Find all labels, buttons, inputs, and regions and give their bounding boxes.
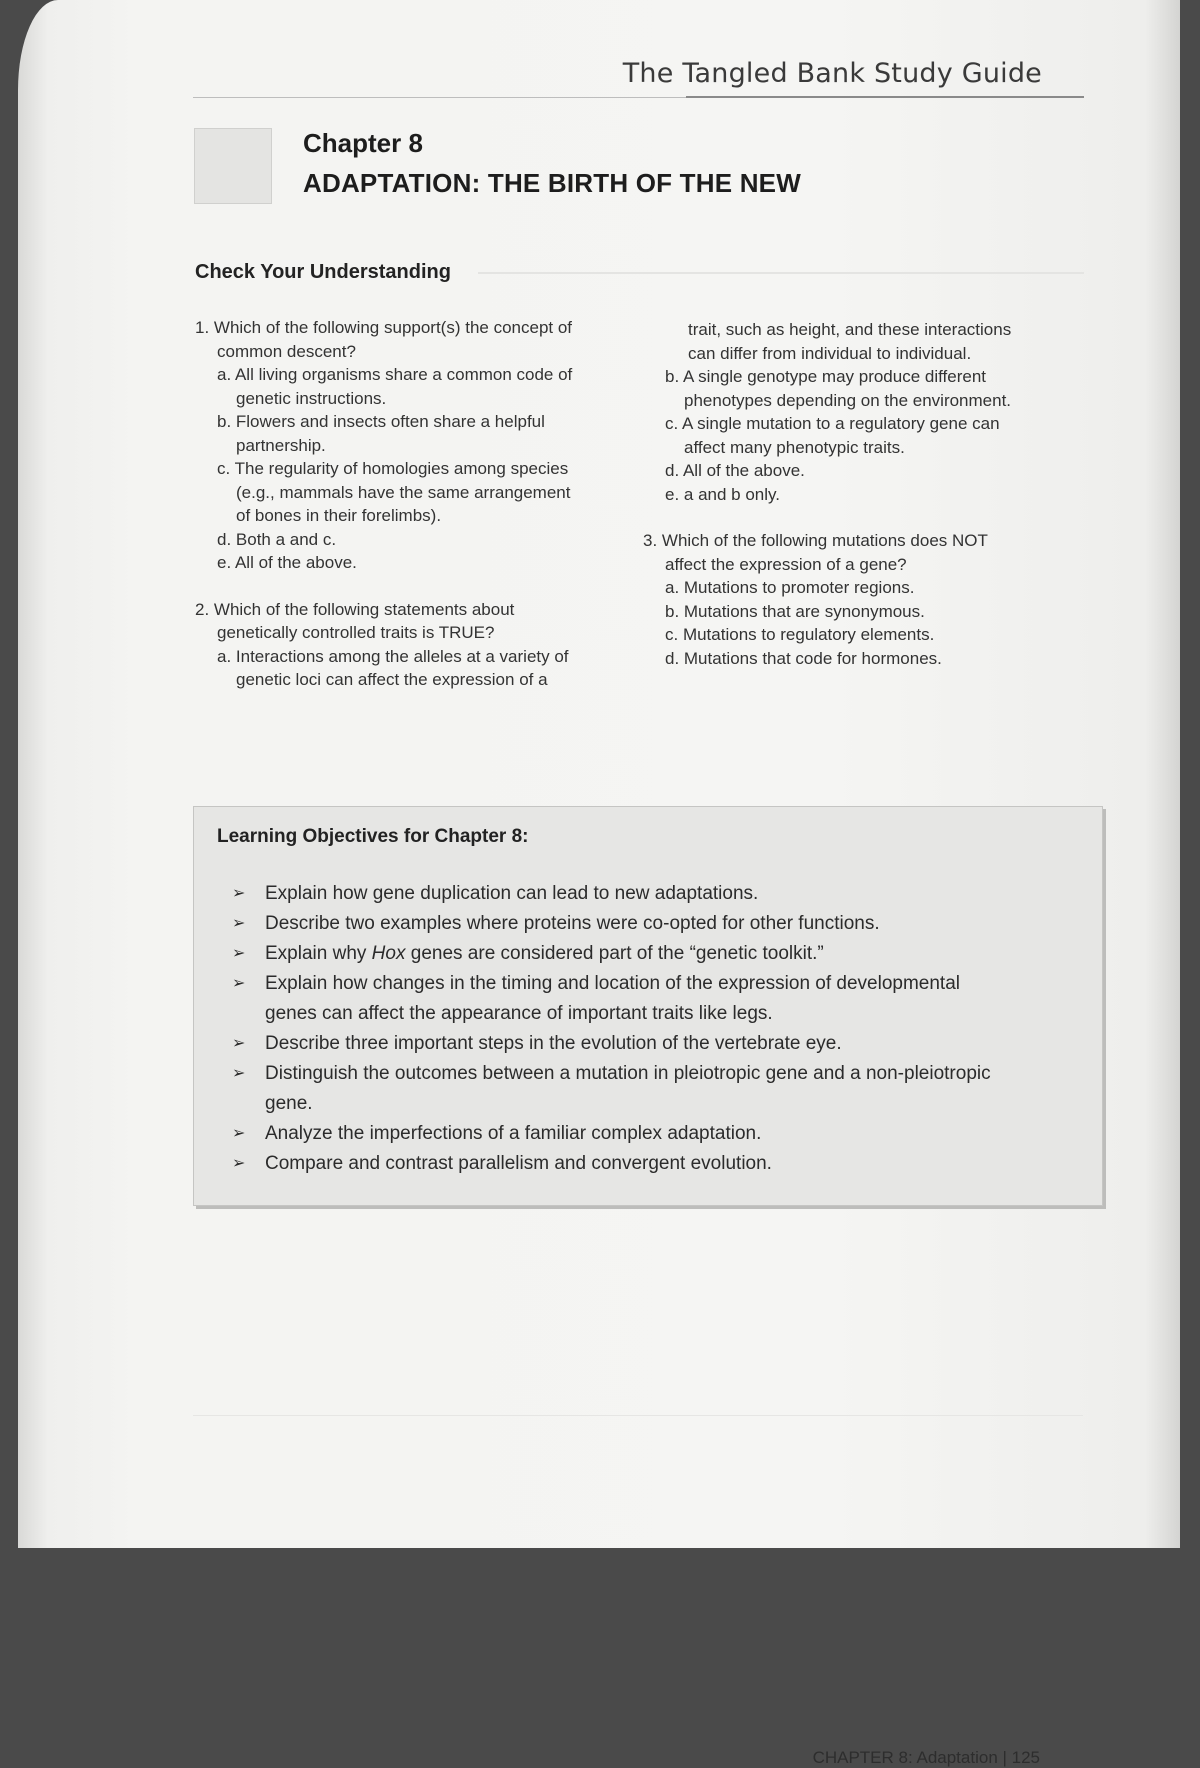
question-2	[195, 598, 645, 692]
text-line: phenotypes depending on the environment.	[684, 390, 1012, 410]
question-stem	[643, 529, 1083, 576]
text-line: genetic instructions.	[236, 388, 387, 408]
objective-item	[232, 1059, 1082, 1089]
spacer	[195, 575, 645, 598]
objective-text-italic: Hox	[371, 943, 406, 964]
objective-text: Describe three important steps in the evolution of the vertebrate eye.	[265, 1033, 842, 1054]
text-line: a. All living organisms share a common code of	[217, 365, 573, 384]
answer-option-continued	[643, 318, 1083, 365]
book-page	[18, 0, 1180, 1767]
text-line: c. The regularity of homologies among species	[217, 459, 569, 478]
objective-item	[232, 879, 1082, 909]
text-line: c. A single mutation to a regulatory gene can	[665, 414, 1000, 433]
learning-objectives-box	[193, 806, 1103, 1206]
text-line: trait, such as height, and these interactions	[688, 320, 1012, 339]
answer-option	[195, 410, 645, 457]
answer-option: e. All of the above.	[217, 553, 357, 572]
spacer	[643, 506, 1083, 529]
objective-text: Explain how changes in the timing and location of the expression of developmental	[265, 973, 960, 994]
answer-option: b. Mutations that are synonymous.	[665, 601, 925, 621]
question-stem	[195, 316, 645, 363]
answer-option: a. Mutations to promoter regions.	[665, 578, 915, 597]
answer-option	[195, 363, 645, 410]
arrow-bullet-icon: ➢	[232, 975, 246, 992]
answer-option: c. Mutations to regulatory elements.	[665, 625, 935, 644]
text-line: 1. Which of the following support(s) the concept of	[195, 318, 573, 337]
questions-right-column	[643, 318, 1083, 670]
chapter-title: ADAPTATION: THE BIRTH OF THE NEW	[303, 168, 801, 198]
questions-left-column	[195, 316, 645, 692]
text-line: b. Flowers and insects often share a helpful	[217, 412, 545, 431]
answer-option	[643, 412, 1083, 459]
section-rule	[478, 272, 1084, 274]
arrow-bullet-icon: ➢	[232, 1035, 246, 1052]
objective-continuation: gene.	[265, 1093, 313, 1114]
objective-text: Explain how gene duplication can lead to new adaptations.	[265, 883, 759, 904]
text-line: common descent?	[217, 341, 356, 361]
text-line: 3. Which of the following mutations does NOT	[643, 531, 988, 550]
question-1	[195, 316, 645, 575]
text-line: affect the expression of a gene?	[665, 554, 907, 574]
text-line: genetically controlled traits is TRUE?	[217, 623, 495, 642]
arrow-bullet-icon: ➢	[232, 915, 246, 932]
text-line: affect many phenotypic traits.	[684, 437, 905, 457]
arrow-bullet-icon: ➢	[232, 945, 246, 962]
text-line: partnership.	[236, 435, 326, 455]
text-line: genetic loci can affect the expression of a	[236, 670, 548, 689]
objective-item	[232, 1149, 1082, 1179]
objective-text: Analyze the imperfections of a familiar complex adaptation.	[265, 1123, 762, 1144]
answer-option	[643, 365, 1083, 412]
objective-continuation: genes can affect the appearance of important traits like legs.	[265, 1003, 773, 1024]
objective-item	[232, 1029, 1082, 1059]
objective-item	[232, 969, 1082, 999]
objective-text: Compare and contrast parallelism and convergent evolution.	[265, 1153, 772, 1174]
text-line: b. A single genotype may produce different	[665, 367, 987, 386]
text-line: 2. Which of the following statements about	[195, 599, 515, 619]
chapter-marker-box	[194, 128, 272, 204]
learning-objectives-list	[232, 879, 1082, 1179]
learning-objectives-heading: Learning Objectives for Chapter 8:	[217, 826, 529, 847]
answer-option: d. Mutations that code for hormones.	[665, 648, 942, 668]
objective-item	[232, 909, 1082, 939]
text-line: (e.g., mammals have the same arrangement	[236, 482, 571, 502]
text-line: of bones in their forelimbs).	[236, 506, 442, 525]
answer-option: d. All of the above.	[665, 461, 805, 480]
objective-text: Explain why	[265, 943, 372, 964]
objective-text: genes are considered part of the “genetic toolkit.”	[405, 943, 824, 964]
arrow-bullet-icon: ➢	[232, 885, 246, 902]
objective-text: Describe two examples where proteins were co-opted for other functions.	[265, 913, 880, 934]
arrow-bullet-icon: ➢	[232, 1155, 246, 1172]
answer-option	[195, 457, 645, 528]
running-header: The Tangled Bank Study Guide	[622, 58, 1042, 89]
text-line: can differ from individual to individual.	[688, 343, 972, 363]
objective-item	[232, 1119, 1082, 1149]
section-heading: Check Your Understanding	[195, 261, 451, 283]
footer-rule	[193, 1415, 1083, 1416]
objective-item	[232, 939, 1082, 969]
answer-option: d. Both a and c.	[217, 529, 337, 549]
page-footer: CHAPTER 8: Adaptation | 125	[812, 1748, 1040, 1767]
text-line: a. Interactions among the alleles at a variety of	[217, 646, 569, 666]
arrow-bullet-icon: ➢	[232, 1125, 246, 1142]
answer-option: e. a and b only.	[665, 484, 780, 504]
question-3	[643, 529, 1083, 670]
question-stem	[195, 598, 645, 645]
chapter-number: Chapter 8	[303, 128, 423, 158]
answer-option	[195, 645, 645, 692]
objective-text: Distinguish the outcomes between a mutation in pleiotropic gene and a non-pleiotropic	[265, 1063, 991, 1084]
header-rule-accent	[686, 96, 1084, 98]
arrow-bullet-icon: ➢	[232, 1065, 246, 1082]
